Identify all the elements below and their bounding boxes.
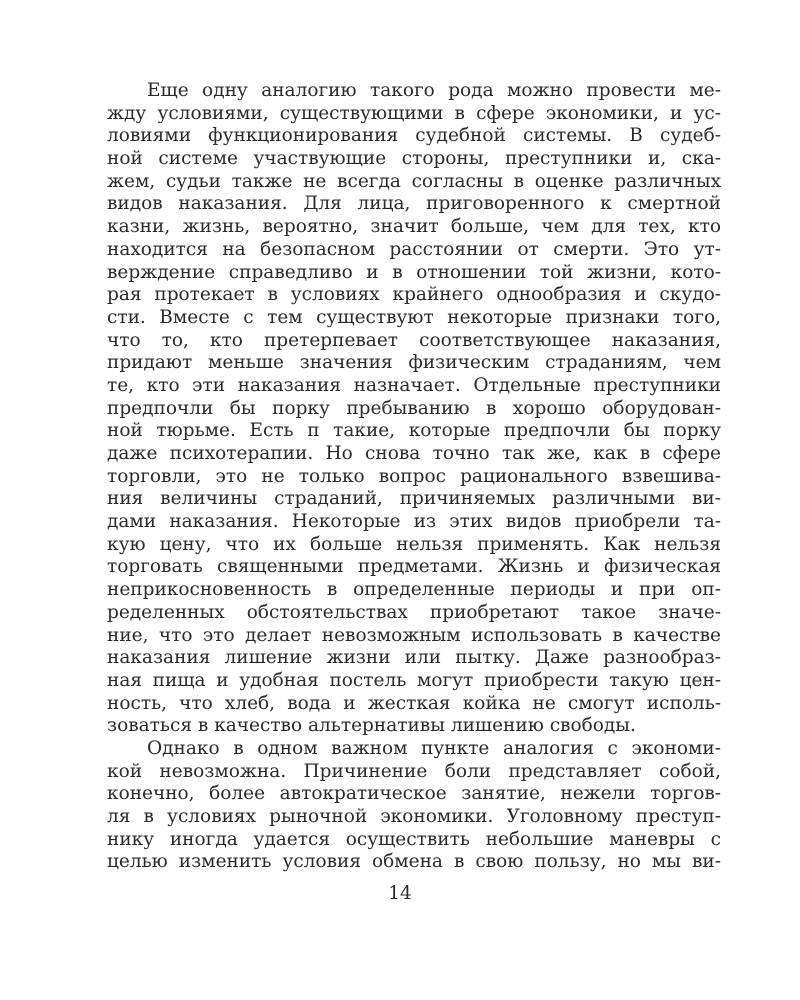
text-line: кой невозможна. Причинение боли представляет собой,: [107, 760, 721, 782]
text-line: зоваться в качество альтернативы лишению свободы.: [107, 715, 636, 737]
text-line: находится на безопасном расстоянии от смерти. Это ут-: [107, 238, 721, 260]
text-line: торговать священными предметами. Жизнь и физическая: [107, 556, 721, 578]
text-line: казни, жизнь, вероятно, значит больше, чем для тех, кто: [107, 216, 721, 238]
text-line: конечно, более автократическое занятие, нежели торгов-: [107, 783, 721, 805]
text-line: кую цену, что их больше нельзя применять. Как нельзя: [107, 533, 721, 555]
text-line: те, кто эти наказания назначает. Отдельные преступники: [107, 374, 721, 396]
text-line: предпочли бы порку пребыванию в хорошо оборудован-: [107, 397, 721, 419]
text-line: нику иногда удается осуществить небольшие маневры с: [107, 828, 721, 850]
text-line: рая протекает в условиях крайнего однообразия и скудо-: [107, 284, 721, 306]
text-line: ние, что это делает невозможным использовать в качестве: [107, 624, 721, 646]
body-text: [107, 80, 721, 874]
text-line: целью изменить условия обмена в свою пользу, но мы ви-: [107, 851, 721, 873]
text-line: жду условиями, существующими в сфере экономики, и ус-: [107, 102, 721, 124]
text-line: что то, кто претерпевает соответствующее наказания,: [107, 329, 721, 351]
page-number: 14: [388, 883, 412, 904]
text-line: ределенных обстоятельствах приобретают такое значе-: [107, 601, 721, 623]
text-line: ной тюрьме. Есть п такие, которые предпочли бы порку: [107, 420, 721, 442]
text-line: дами наказания. Некоторые из этих видов приобрели та-: [107, 511, 721, 533]
paragraph-1: [107, 80, 721, 738]
text-line: ной системе участвующие стороны, преступники и, ска-: [107, 148, 721, 170]
text-line: ния величины страданий, причиняемых различными ви-: [107, 488, 721, 510]
text-line: Однако в одном важном пункте аналогия с экономи-: [147, 737, 721, 759]
text-line: ля в условиях рыночной экономики. Уголовному преступ-: [107, 806, 721, 827]
text-line: сти. Вместе с тем существуют некоторые признаки того,: [107, 306, 721, 328]
text-line: наказания лишение жизни или пытку. Даже разнообраз-: [107, 647, 721, 669]
text-line: Еще одну аналогию такого рода можно провести ме-: [147, 80, 721, 101]
text-line: ловиями функционирования судебной системы. В судеб-: [107, 125, 721, 147]
text-line: придают меньше значения физическим страданиям, чем: [107, 352, 721, 374]
text-line: даже психотерапии. Но снова точно так же, как в сфере: [107, 443, 721, 464]
text-line: торговли, это не только вопрос рационального взвешива-: [107, 465, 721, 487]
paragraph-2: [107, 738, 721, 874]
text-line: неприкосновенность в определенные периоды и при оп-: [107, 579, 721, 601]
text-line: жем, судьи также не всегда согласны в оценке различных: [107, 170, 721, 192]
text-line: верждение справедливо и в отношении той жизни, кото-: [107, 261, 721, 283]
text-line: видов наказания. Для лица, приговоренного к смертной: [107, 193, 721, 215]
text-line: ная пища и удобная постель могут приобрести такую цен-: [107, 669, 721, 691]
text-line: ность, что хлеб, вода и жесткая койка не смогут исполь-: [107, 692, 721, 714]
